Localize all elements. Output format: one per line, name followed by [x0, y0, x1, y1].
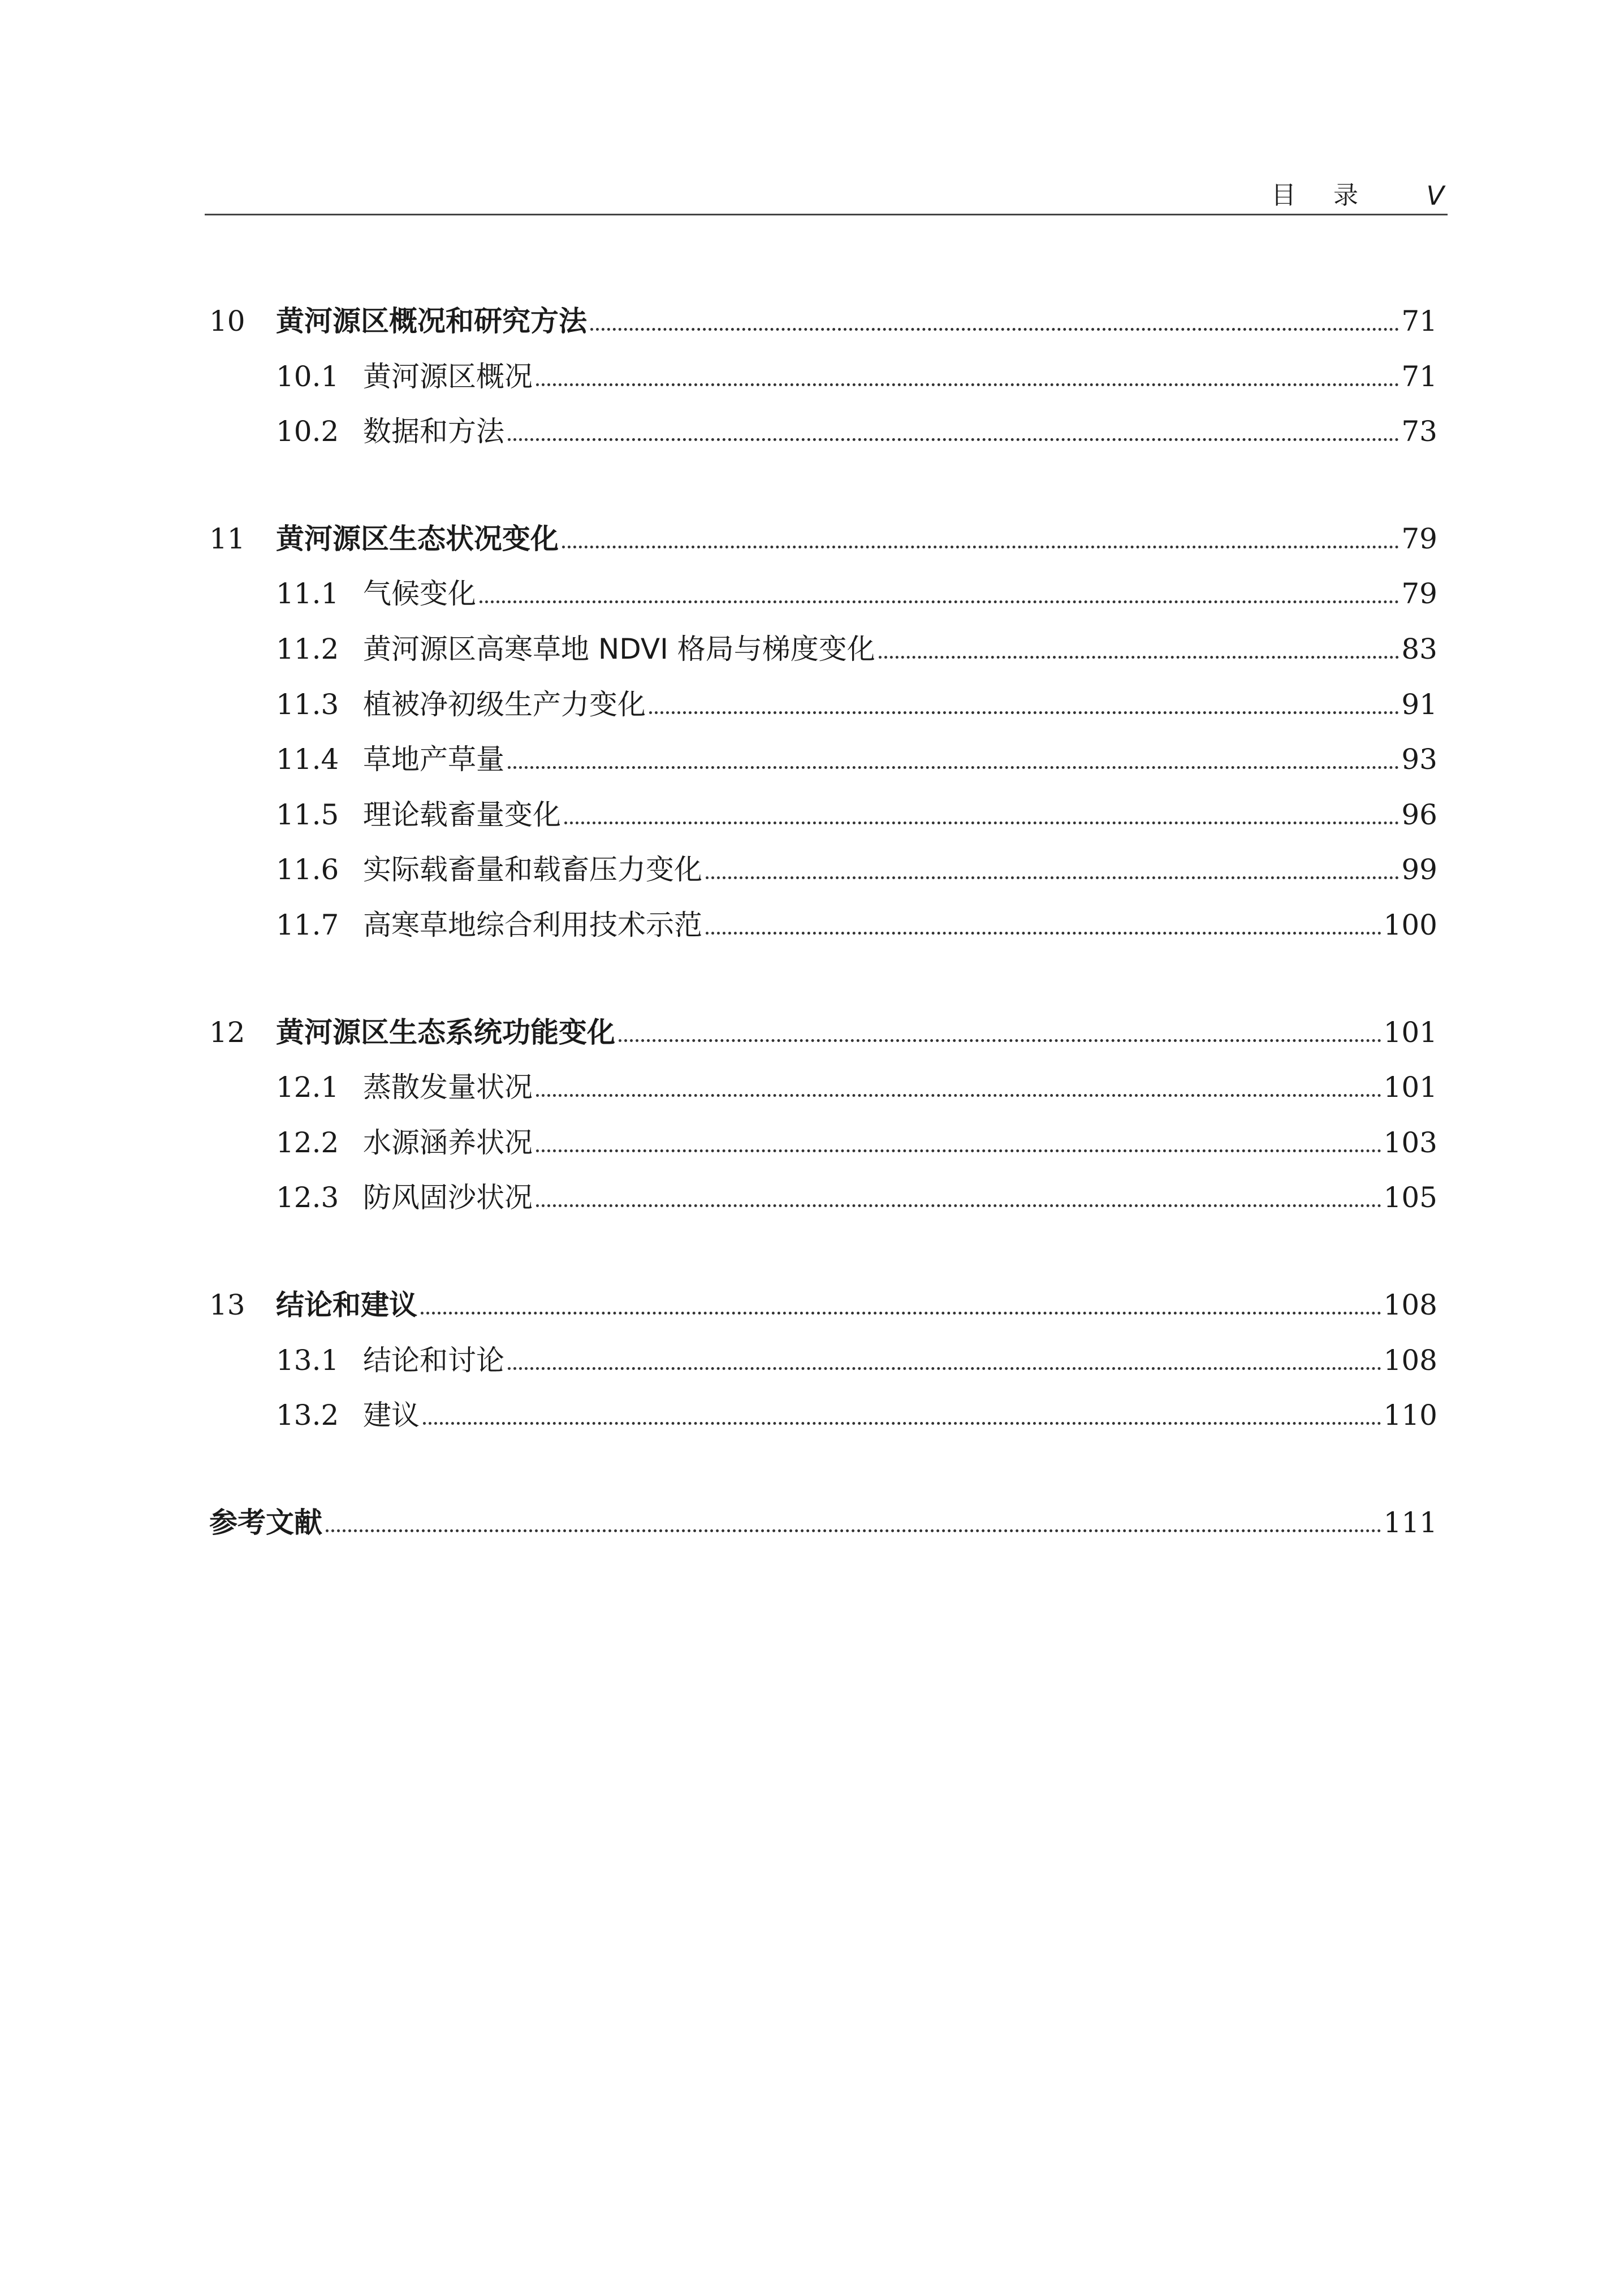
dot-leader — [562, 546, 1399, 548]
toc-entry-page: 71 — [1401, 360, 1437, 393]
toc-entry-number: 11.2 — [276, 632, 339, 665]
toc-entry-page: 101 — [1383, 1071, 1437, 1104]
header-page-number: V — [1426, 180, 1444, 211]
dot-leader — [508, 438, 1399, 441]
dot-leader — [706, 932, 1381, 935]
toc-entry-page: 73 — [1401, 415, 1437, 448]
toc-entry-number: 11 — [209, 522, 245, 555]
dot-leader — [879, 656, 1400, 659]
toc-entry-section[interactable] — [209, 349, 1437, 405]
toc-entry-number: 10.1 — [276, 360, 339, 393]
toc-entry-number: 10 — [209, 305, 245, 338]
toc-chapter-12 — [209, 1005, 1437, 1226]
toc-entry-title: 黄河源区生态系统功能变化 — [276, 1015, 615, 1049]
toc-chapter-10 — [209, 294, 1437, 460]
dot-leader — [423, 1422, 1381, 1425]
toc-entry-number: 11.1 — [276, 577, 339, 611]
toc-entry-page: 111 — [1383, 1506, 1437, 1539]
toc-entry-section[interactable] — [209, 567, 1437, 622]
toc-entry-title: 理论载畜量变化 — [363, 798, 561, 831]
toc-entry-title: 黄河源区概况和研究方法 — [276, 305, 587, 338]
toc-entry-chapter[interactable] — [209, 1278, 1437, 1333]
toc-entry-page: 101 — [1383, 1015, 1437, 1049]
toc-entry-number: 11.7 — [276, 908, 339, 941]
toc-entry-title: 草地产草量 — [363, 743, 504, 776]
toc-entry-chapter[interactable] — [209, 512, 1437, 567]
toc-entry-number: 11.3 — [276, 688, 339, 721]
toc-entry-number: 11.6 — [276, 853, 339, 887]
toc-entry-page: 108 — [1383, 1288, 1437, 1321]
toc-entry-title: 蒸散发量状况 — [363, 1071, 533, 1104]
toc-entry-number: 11.4 — [276, 743, 339, 776]
toc-entry-page: 96 — [1401, 798, 1437, 831]
dot-leader — [536, 1094, 1381, 1097]
toc-entry-section[interactable] — [209, 1170, 1437, 1226]
dot-leader — [590, 328, 1399, 331]
toc-entry-page: 103 — [1383, 1126, 1437, 1159]
table-of-contents — [209, 294, 1437, 1550]
toc-entry-title: 结论和讨论 — [363, 1343, 504, 1377]
toc-entry-title: 黄河源区高寒草地 NDVI 格局与梯度变化 — [363, 632, 875, 665]
toc-entry-page: 105 — [1383, 1181, 1437, 1214]
dot-leader — [706, 876, 1399, 879]
toc-entry-page: 93 — [1401, 743, 1437, 776]
toc-entry-title: 参考文献 — [209, 1506, 322, 1539]
dot-leader — [480, 600, 1399, 603]
toc-entry-title: 植被净初级生产力变化 — [363, 688, 646, 721]
toc-entry-title: 水源涵养状况 — [363, 1126, 533, 1159]
dot-leader — [508, 766, 1399, 769]
toc-entry-page: 99 — [1401, 853, 1437, 887]
dot-leader — [649, 711, 1399, 714]
toc-entry-page: 108 — [1383, 1343, 1437, 1377]
toc-entry-number: 13.1 — [276, 1343, 339, 1377]
toc-entry-title: 黄河源区概况 — [363, 360, 533, 393]
toc-entry-chapter[interactable] — [209, 294, 1437, 349]
dot-leader — [564, 822, 1399, 824]
toc-chapter-11 — [209, 512, 1437, 953]
toc-entry-page: 79 — [1401, 577, 1437, 611]
toc-entry-section[interactable] — [209, 622, 1437, 677]
toc-entry-number: 10.2 — [276, 415, 339, 448]
toc-entry-page: 110 — [1383, 1399, 1437, 1432]
toc-entry-number: 12 — [209, 1015, 245, 1049]
toc-entry-chapter[interactable] — [209, 1005, 1437, 1061]
toc-entry-section[interactable] — [209, 1333, 1437, 1389]
toc-entry-title: 实际载畜量和载畜压力变化 — [363, 853, 702, 887]
toc-entry-page: 79 — [1401, 522, 1437, 555]
toc-entry-section[interactable] — [209, 1388, 1437, 1443]
toc-entry-number: 12.1 — [276, 1071, 339, 1104]
toc-entry-title: 高寒草地综合利用技术示范 — [363, 908, 702, 941]
toc-entry-section[interactable] — [209, 1060, 1437, 1116]
toc-entry-page: 100 — [1383, 908, 1437, 941]
toc-entry-title: 防风固沙状况 — [363, 1181, 533, 1214]
toc-entry-section[interactable] — [209, 788, 1437, 843]
dot-leader — [536, 383, 1399, 386]
toc-entry-page: 71 — [1401, 305, 1437, 338]
toc-entry-section[interactable] — [209, 677, 1437, 733]
toc-entry-number: 13 — [209, 1288, 245, 1321]
toc-entry-page: 83 — [1401, 632, 1437, 665]
toc-entry-references[interactable] — [209, 1495, 1437, 1551]
toc-entry-title: 黄河源区生态状况变化 — [276, 522, 559, 555]
dot-leader — [536, 1204, 1381, 1207]
toc-entry-number: 11.5 — [276, 798, 339, 831]
header-title: 目 录 — [1271, 181, 1373, 210]
dot-leader — [536, 1149, 1381, 1152]
toc-entry-number: 13.2 — [276, 1399, 339, 1432]
toc-entry-title: 建议 — [363, 1399, 420, 1432]
running-header — [205, 180, 1448, 215]
toc-entry-section[interactable] — [209, 404, 1437, 460]
dot-leader — [421, 1312, 1381, 1315]
dot-leader — [508, 1367, 1381, 1370]
toc-entry-number: 12.2 — [276, 1126, 339, 1159]
toc-entry-title: 结论和建议 — [276, 1288, 417, 1321]
toc-entry-number: 12.3 — [276, 1181, 339, 1214]
toc-entry-page: 91 — [1401, 688, 1437, 721]
toc-entry-section[interactable] — [209, 898, 1437, 953]
toc-entry-title: 数据和方法 — [363, 415, 504, 448]
toc-entry-section[interactable] — [209, 1116, 1437, 1171]
dot-leader — [326, 1529, 1381, 1532]
toc-entry-section[interactable] — [209, 732, 1437, 788]
toc-entry-title: 气候变化 — [363, 577, 476, 611]
toc-entry-section[interactable] — [209, 842, 1437, 898]
dot-leader — [619, 1039, 1381, 1042]
toc-chapter-13 — [209, 1278, 1437, 1443]
